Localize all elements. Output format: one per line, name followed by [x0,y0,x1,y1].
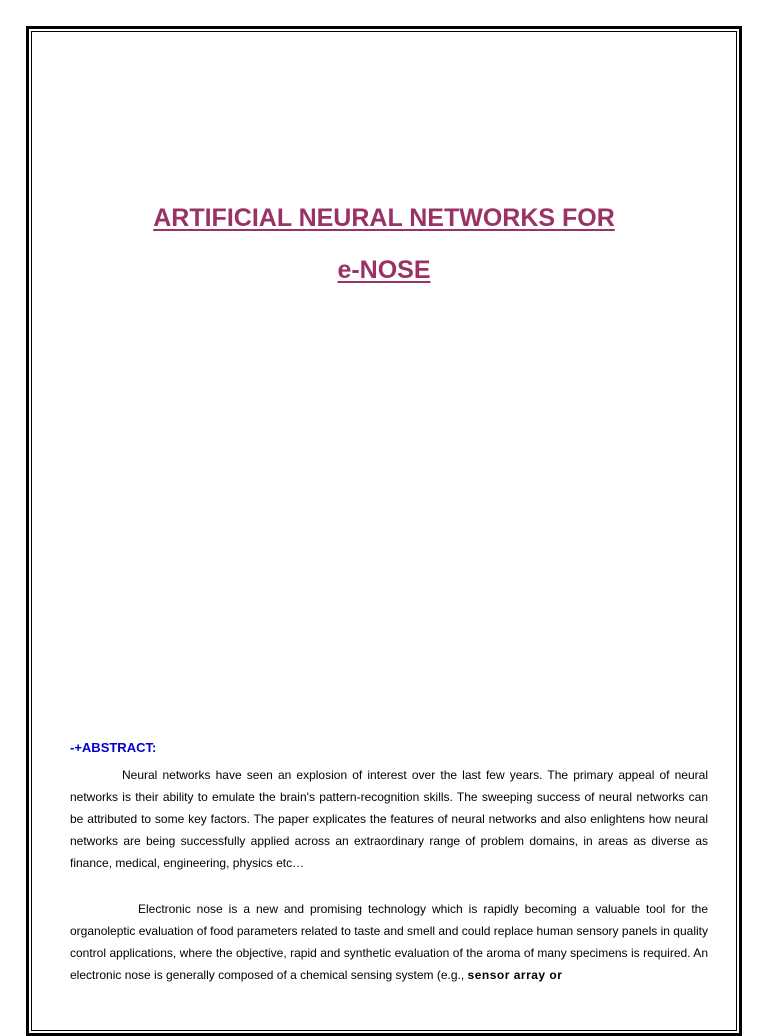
page-border [26,26,742,1036]
document-title-line1: ARTIFICIAL NEURAL NETWORKS FOR [153,204,615,232]
abstract-heading: -+ABSTRACT: [70,740,157,755]
abstract-paragraph-2-bold: sensor array or [467,968,563,982]
page-border-inner [31,31,737,1031]
document-title-line2: e-NOSE [337,256,431,284]
abstract-paragraph-2-text: Electronic nose is a new and promising technology which is rapidly becoming a valuable tool for the organoleptic evaluation of food parameters related to taste and smell and could replace human sensory panels in quality control applications, where the objective, rapid and synthetic evaluation of the aroma of many specimens is required. An electronic nose is generally composed of a chemical sensing system (e.g., [70,902,708,982]
abstract-paragraph-1: Neural networks have seen an explosion of interest over the last few years. The primary appeal of neural networks is their ability to emulate the brain's pattern-recognition skills. The sweeping success of neural networks can be attributed to some key factors. The paper explicates the features of neural networks and also enlightens how neural networks are being successfully applied across an extraordinary range of problem domains, in areas as diverse as finance, medical, engineering, physics etc… [70,768,708,870]
abstract-paragraph-2 [70,898,708,986]
